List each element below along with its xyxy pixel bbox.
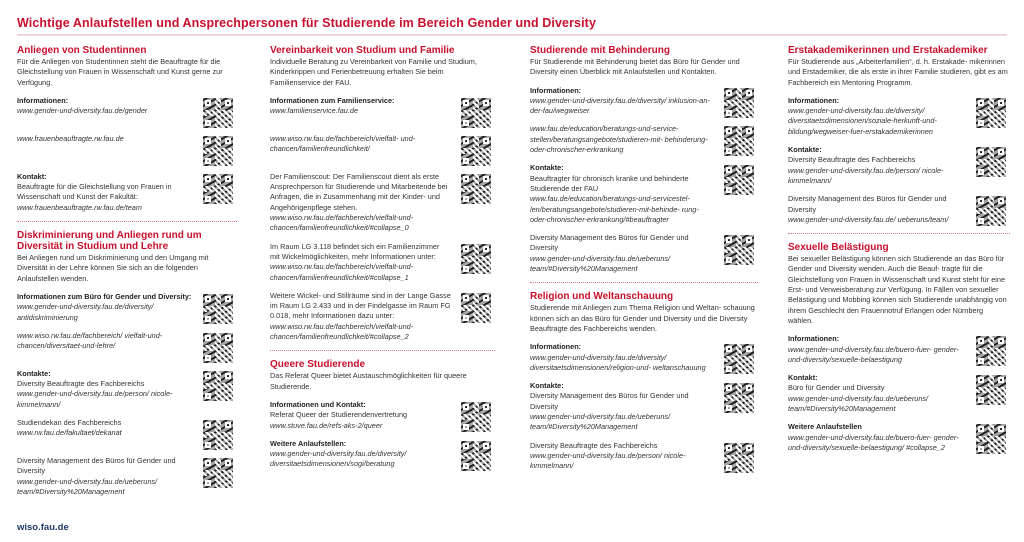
qr-finder-pattern: [481, 402, 491, 412]
qr-code-icon[interactable]: [724, 235, 754, 265]
contact-entry: [270, 134, 495, 164]
url-link[interactable]: www.gender-und-diversity.fau.de/diversity/ diversitaetsdimensionen/religion-und- weltanschauung: [530, 352, 706, 372]
url-link[interactable]: www.gender-und-diversity.fau.de/buero-fuer- gender-und-diversity/sexuelle-belaestigung: [788, 344, 959, 364]
entry-description: Diversity Management des Büros für Gender und Diversity: [530, 391, 689, 411]
section-title: Anliegen von Studentinnen: [17, 45, 147, 56]
qr-finder-pattern: [203, 440, 213, 450]
qr-finder-pattern: [996, 147, 1006, 157]
contact-entry: [530, 86, 758, 117]
section-intro: Für Studierende mit Behinderung bietet das Büro für Gender und Diversity einen Überblick mit Anlaufstellen und Kontakten.: [530, 57, 740, 77]
entry-description: Diversity Beauftragte des Fachbereichs: [530, 440, 658, 450]
url-link[interactable]: www.fau.de/education/beratungs-und-servicestel- len/beratungsangebote/studieren-mit-behinde- rung-oder-chronischer-erkrankung/#beauftragter: [530, 194, 699, 224]
contact-entry: [17, 456, 237, 497]
url-link[interactable]: www.gender-und-diversity.fau.de/diversity/ diversitaetsdimensionen/soziale-herkunft-und- bildung/wegweiser-fuer-erstakademikerinnen: [788, 106, 937, 136]
contact-entry: [17, 418, 237, 448]
section-title: Vereinbarkeit von Studium und Familie: [270, 45, 455, 56]
qr-finder-pattern: [976, 118, 986, 128]
qr-finder-pattern: [976, 375, 986, 385]
qr-finder-pattern: [481, 136, 491, 146]
entry-description: Diversity Beauftragte des Fachbereichs: [17, 379, 145, 389]
qr-code-icon[interactable]: [461, 293, 491, 323]
section-intro: Bei sexueller Belästigung können sich Studierende an das Büro für Gender und Diversity wenden. Auch die Beauf- tragte für die Gleichstellung von Frauen in Wissenschaft und Kunst steht für eine Erst- und Verweisberatung zur Verfügung. In Fällen von sexueller Belästigung und Mobbing können sich Studierende unabhängig von ihrem Geschlecht den Frauennotruf Erlangen oder Nürnberg wählen.: [788, 254, 1007, 325]
section-intro: Studierende mit Anliegen zum Thema Religion und Weltan- schauung können sich an das Büro für Gender und Diversity und die Diversity Beauftragte des Fachbereichs wenden.: [530, 303, 755, 333]
qr-finder-pattern: [461, 156, 471, 166]
url-link[interactable]: www.gender-und-diversity.fau.de/gender: [17, 106, 148, 116]
entry-label: Kontakte:: [530, 381, 564, 391]
qr-finder-pattern: [976, 216, 986, 226]
section-divider: [17, 221, 237, 222]
qr-finder-pattern: [744, 235, 754, 245]
section-intro: Für Studierende aus „Arbeiterfamilien“, d. h. Erstakade- mikerinnen und Erstademiker, die als erste in ihrer Familie studieren, gibt es am Fachbereich ein Mentoring Programm.: [788, 57, 1008, 87]
entry-description: Weitere Wickel- und Stillräume sind in der Lange Gasse im Raum LG 2.433 und in der Findelgasse im Raum FG 0.018, mehr Informationen dazu unter:: [270, 290, 451, 321]
qr-finder-pattern: [744, 126, 754, 136]
url-link[interactable]: www.wiso.rw.fau.de/fachbereich/ vielfalt-und-chancen/diversitaet-und-lehre/: [17, 330, 163, 351]
qr-finder-pattern: [724, 344, 734, 354]
entry-description: Referat Queer der Studierendenvertretung: [270, 410, 408, 420]
url-link[interactable]: www.wiso.rw.fau.de/fachbereich/vielfalt-und- chancen/familienfreundlichkeit/#collapse_2: [270, 321, 414, 342]
column-3: [530, 45, 758, 480]
qr-finder-pattern: [203, 118, 213, 128]
qr-code-icon[interactable]: [976, 147, 1006, 177]
qr-finder-pattern: [976, 147, 986, 157]
url-link[interactable]: www.gender-und-diversity.fau.de/person/ nicole-kimmelmann/: [788, 165, 944, 185]
qr-finder-pattern: [223, 174, 233, 184]
url-link[interactable]: www.familienservice.fau.de: [270, 106, 359, 116]
section-queere-studierende: [270, 350, 495, 469]
section-divider: [788, 233, 1010, 234]
contact-entry: [17, 96, 237, 126]
qr-finder-pattern: [223, 420, 233, 430]
entry-label: Kontakt:: [788, 373, 818, 383]
qr-finder-pattern: [203, 478, 213, 488]
contact-entry: [270, 242, 495, 283]
qr-finder-pattern: [203, 294, 213, 304]
qr-finder-pattern: [744, 165, 754, 175]
qr-code-icon[interactable]: [203, 294, 233, 324]
url-link[interactable]: www.wiso.rw.fau.de/fachbereich/vielfalt-und- chancen/familienfreundlichkeit/#collapse_1: [270, 262, 414, 282]
qr-finder-pattern: [724, 108, 734, 118]
qr-finder-pattern: [996, 98, 1006, 108]
url-link[interactable]: www.gender-und-diversity.fau.de/person/ nicole-kimmelmann/: [530, 450, 686, 471]
entry-label: Weitere Anlaufstellen: [788, 422, 862, 432]
qr-code-icon[interactable]: [976, 424, 1006, 454]
entry-description: Studiendekan des Fachbereichs: [17, 418, 122, 428]
entry-label: Informationen:: [530, 342, 582, 352]
qr-code-icon[interactable]: [461, 136, 491, 166]
qr-finder-pattern: [744, 344, 754, 354]
url-link[interactable]: www.frauenbeauftragte.rw.fau.de: [17, 133, 124, 143]
qr-finder-pattern: [976, 336, 986, 346]
qr-code-icon[interactable]: [976, 375, 1006, 405]
qr-finder-pattern: [223, 136, 233, 146]
contact-entry: [530, 124, 758, 155]
qr-finder-pattern: [724, 364, 734, 374]
qr-code-icon[interactable]: [976, 196, 1006, 226]
entry-label: Kontakt:: [17, 171, 47, 181]
url-link[interactable]: www.gender-und-diversity.fau.de/ ueberuns/team/: [788, 214, 949, 224]
qr-code-icon[interactable]: [461, 174, 491, 204]
qr-finder-pattern: [996, 375, 1006, 385]
contact-entry: [788, 96, 1010, 137]
qr-finder-pattern: [461, 194, 471, 204]
qr-finder-pattern: [744, 383, 754, 393]
section-intro: Individuelle Beratung zu Vereinbarkeit von Familie und Studium, Kinderkrippen und Ferienbetreuung erhalten Sie beim Familienservice der FAU.: [270, 57, 477, 87]
qr-finder-pattern: [203, 98, 213, 108]
page-title: Wichtige Anlaufstellen und Ansprechpersonen für Studierende im Bereich Gender und Diversity: [17, 16, 1007, 36]
qr-code-icon[interactable]: [203, 458, 233, 488]
qr-code-icon[interactable]: [724, 383, 754, 413]
qr-finder-pattern: [724, 165, 734, 175]
qr-finder-pattern: [461, 422, 471, 432]
contact-entry: [270, 439, 495, 470]
contact-entry: [17, 369, 237, 410]
qr-finder-pattern: [203, 314, 213, 324]
qr-finder-pattern: [461, 174, 471, 184]
qr-finder-pattern: [461, 136, 471, 146]
section-title: Religion und Weltanschauung: [530, 291, 674, 303]
contact-entry: [530, 441, 758, 472]
contact-entry: [17, 331, 237, 361]
qr-finder-pattern: [744, 443, 754, 453]
qr-finder-pattern: [724, 443, 734, 453]
contact-entry: [530, 342, 758, 373]
entry-label: Informationen:: [530, 85, 582, 95]
contact-entry: [17, 292, 237, 323]
qr-finder-pattern: [724, 255, 734, 265]
qr-finder-pattern: [203, 458, 213, 468]
url-link[interactable]: www.gender-und-diversity.fau.de/person/ nicole-kimmelmann/: [17, 389, 173, 409]
qr-finder-pattern: [203, 353, 213, 363]
column-4: [788, 45, 1010, 461]
qr-code-icon[interactable]: [976, 98, 1006, 128]
qr-code-icon[interactable]: [724, 88, 754, 118]
entry-description: Im Raum LG 3.118 befindet sich ein Familienzimmer mit Wickelmöglichkeiten, mehr Informationen unter:: [270, 241, 440, 261]
entry-label: Informationen zum Büro für Gender und Diversity:: [17, 291, 192, 301]
qr-finder-pattern: [203, 420, 213, 430]
qr-finder-pattern: [996, 424, 1006, 434]
column-1: [17, 45, 237, 505]
contact-entry: [270, 172, 495, 234]
entry-description: Der Familienscout: Der Familienscout dient als erste Ansprechperson für Studierende und Mitarbeitende bei Anfragen, die in Zusammenhang mit der Kinder- und Angehörigenpflege stehen.: [270, 171, 448, 212]
qr-code-icon[interactable]: [724, 443, 754, 473]
qr-finder-pattern: [724, 146, 734, 156]
url-link[interactable]: www.gender-und-diversity.fau.de/ueberuns/ team/#Diversity%20Management: [17, 476, 158, 496]
entry-label: Informationen:: [788, 95, 840, 105]
url-link[interactable]: www.gender-und-diversity.fau.de/ueberuns/ team/#Diversity%20Management: [530, 253, 671, 274]
contact-entry: [788, 145, 1010, 186]
qr-finder-pattern: [996, 336, 1006, 346]
url-link[interactable]: www.rw.fau.de/fakultaet/dekanat: [17, 428, 122, 438]
url-link[interactable]: www.stuve.fau.de/refs-aks-2/queer: [270, 420, 383, 430]
section-diskriminierung-und-anliegen-rund-um-div: [17, 221, 237, 497]
qr-code-icon[interactable]: [203, 333, 233, 363]
qr-finder-pattern: [724, 235, 734, 245]
column-2: [270, 45, 495, 478]
contact-entry: [530, 163, 758, 225]
section-title: Studierende mit Behinderung: [530, 45, 671, 56]
entry-label: Informationen:: [788, 334, 840, 344]
contact-entry: [530, 381, 758, 432]
section-title: Diskriminierung und Anliegen rund um Diversität in Studium und Lehre: [17, 230, 202, 253]
qr-finder-pattern: [461, 441, 471, 451]
qr-finder-pattern: [461, 313, 471, 323]
entry-label: Kontakte:: [17, 368, 51, 378]
qr-finder-pattern: [724, 463, 734, 473]
qr-finder-pattern: [461, 98, 471, 108]
section-intro: Das Referat Queer bietet Austauschmöglichkeiten für queere Studierende.: [270, 371, 467, 391]
contact-entry: [17, 172, 237, 213]
section-sexuelle-belastigung: [788, 233, 1010, 453]
qr-finder-pattern: [481, 98, 491, 108]
qr-code-icon[interactable]: [976, 336, 1006, 366]
section-studierende-mit-behinderung: [530, 45, 758, 274]
qr-finder-pattern: [461, 118, 471, 128]
qr-code-icon[interactable]: [461, 441, 491, 471]
qr-finder-pattern: [976, 167, 986, 177]
entry-description: Beauftragte für die Gleichstellung von Frauen in Wissenschaft und Kunst der Fakultät:: [17, 182, 172, 202]
entry-label: Informationen und Kontakt:: [270, 399, 366, 409]
entry-label: Informationen zum Familienservice:: [270, 95, 395, 105]
qr-finder-pattern: [223, 371, 233, 381]
qr-code-icon[interactable]: [724, 126, 754, 156]
qr-finder-pattern: [976, 424, 986, 434]
qr-finder-pattern: [461, 264, 471, 274]
qr-code-icon[interactable]: [203, 136, 233, 166]
section-religion-und-weltanschauung: [530, 282, 758, 471]
qr-finder-pattern: [724, 403, 734, 413]
entry-description: Diversity Beauftragte des Fachbereichs: [788, 155, 916, 165]
qr-finder-pattern: [461, 402, 471, 412]
qr-finder-pattern: [976, 444, 986, 454]
qr-finder-pattern: [724, 185, 734, 195]
qr-finder-pattern: [481, 244, 491, 254]
qr-finder-pattern: [203, 156, 213, 166]
contact-entry: [270, 291, 495, 342]
qr-code-icon[interactable]: [724, 165, 754, 195]
url-link[interactable]: www.wiso.rw.fau.de/fachbereich/vielfalt-und- chancen/familienfreundlichkeit/#collapse_0: [270, 213, 414, 233]
qr-finder-pattern: [461, 244, 471, 254]
qr-code-icon[interactable]: [461, 402, 491, 432]
contact-entry: [788, 422, 1010, 453]
qr-code-icon[interactable]: [203, 174, 233, 204]
url-link[interactable]: www.gender-und-diversity.fau.de/ueberuns/ team/#Diversity%20Management: [788, 393, 929, 414]
url-link[interactable]: www.gender-und-diversity.fau.de/diversity/ inklusion-an-der-fau/wegweiser: [530, 95, 710, 116]
entry-label: Informationen:: [17, 95, 69, 105]
url-link[interactable]: www.wiso.rw.fau.de/fachbereich/vielfalt- und-chancen/familienfreundlichkeit/: [270, 133, 416, 154]
entry-description: Büro für Gender und Diversity: [788, 383, 885, 393]
url-link[interactable]: www.gender-und-diversity.fau.de/buero-fuer- gender-und-diversity/sexuelle-belaestigung/ #collapse_2: [788, 432, 959, 452]
url-link[interactable]: www.frauenbeauftragte.rw.fau.de/team: [17, 202, 142, 212]
qr-code-icon[interactable]: [203, 420, 233, 450]
section-divider: [270, 350, 495, 351]
url-link[interactable]: www.fau.de/education/beratungs-und-service- stellen/beratungsangebote/studieren-mit- behinderung-oder-chronischer-erkrankung: [530, 124, 708, 155]
qr-finder-pattern: [976, 395, 986, 405]
section-intro: Für die Anliegen von Studentinnen steht die Beauftragte für die Gleichstellung von Frauen in Wissenschaft und Kunst gerne zur Verfügung.: [17, 57, 223, 87]
contact-entry: [270, 400, 495, 431]
qr-finder-pattern: [203, 136, 213, 146]
entry-description: Beauftragter für chronisch kranke und behinderte Studierende der FAU: [530, 173, 689, 193]
entry-label: Kontakte:: [788, 145, 822, 155]
qr-code-icon[interactable]: [461, 244, 491, 274]
section-erstakademikerinnen-und-erstakademiker: [788, 45, 1010, 225]
url-link[interactable]: www.gender-und-diversity.fau.de/ueberuns/ team/#Diversity%20Management: [530, 412, 671, 432]
contact-entry: [530, 233, 758, 274]
section-divider: [530, 282, 758, 283]
section-vereinbarkeit-von-studium-und-familie: [270, 45, 495, 342]
entry-description: Diversity Management des Büros für Gender und Diversity: [788, 194, 947, 214]
qr-finder-pattern: [203, 194, 213, 204]
qr-finder-pattern: [481, 293, 491, 303]
qr-code-icon[interactable]: [724, 344, 754, 374]
section-intro: Bei Anliegen rund um Diskriminierung und den Umgang mit Diversität in der Lehre können Sie sich an die folgenden Anlaufstellen wenden.: [17, 253, 209, 283]
qr-finder-pattern: [481, 174, 491, 184]
qr-code-icon[interactable]: [203, 98, 233, 128]
entry-description: Diversity Management des Büros für Gender und Diversity: [17, 456, 176, 476]
qr-code-icon[interactable]: [461, 98, 491, 128]
qr-finder-pattern: [223, 294, 233, 304]
contact-entry: [788, 373, 1010, 414]
qr-finder-pattern: [976, 98, 986, 108]
section-anliegen-von-studentinnen: [17, 45, 237, 213]
qr-finder-pattern: [203, 333, 213, 343]
section-title: Queere Studierende: [270, 359, 366, 371]
qr-finder-pattern: [203, 174, 213, 184]
qr-finder-pattern: [203, 391, 213, 401]
qr-finder-pattern: [976, 196, 986, 206]
qr-finder-pattern: [461, 293, 471, 303]
entry-description: Diversity Management des Büros für Gender und Diversity: [530, 233, 689, 253]
section-title: Erstakademikerinnen und Erstakademiker: [788, 45, 988, 56]
qr-finder-pattern: [724, 88, 734, 98]
qr-finder-pattern: [223, 333, 233, 343]
qr-code-icon[interactable]: [203, 371, 233, 401]
section-title: Sexuelle Belästigung: [788, 242, 889, 254]
qr-finder-pattern: [724, 126, 734, 136]
footer-website-link[interactable]: wiso.fau.de: [17, 522, 69, 533]
qr-finder-pattern: [203, 371, 213, 381]
qr-finder-pattern: [223, 98, 233, 108]
entry-label: Weitere Anlaufstellen:: [270, 438, 347, 448]
qr-finder-pattern: [996, 196, 1006, 206]
contact-entry: [17, 134, 237, 164]
entry-label: Kontakte:: [530, 163, 564, 173]
qr-finder-pattern: [223, 458, 233, 468]
url-link[interactable]: www.gender-und-diversity.fau.de/diversity/ diversitaetsdimensionen/sogi/beratung: [270, 449, 407, 469]
contact-entry: [788, 194, 1010, 225]
qr-finder-pattern: [461, 461, 471, 471]
contact-entry: [788, 334, 1010, 365]
qr-finder-pattern: [976, 356, 986, 366]
contact-entry: [270, 96, 495, 126]
qr-finder-pattern: [724, 383, 734, 393]
qr-finder-pattern: [481, 441, 491, 451]
url-link[interactable]: www.gender-und-diversity.fau.de/diversity/ antidiskriminierung: [17, 302, 154, 322]
qr-finder-pattern: [744, 88, 754, 98]
